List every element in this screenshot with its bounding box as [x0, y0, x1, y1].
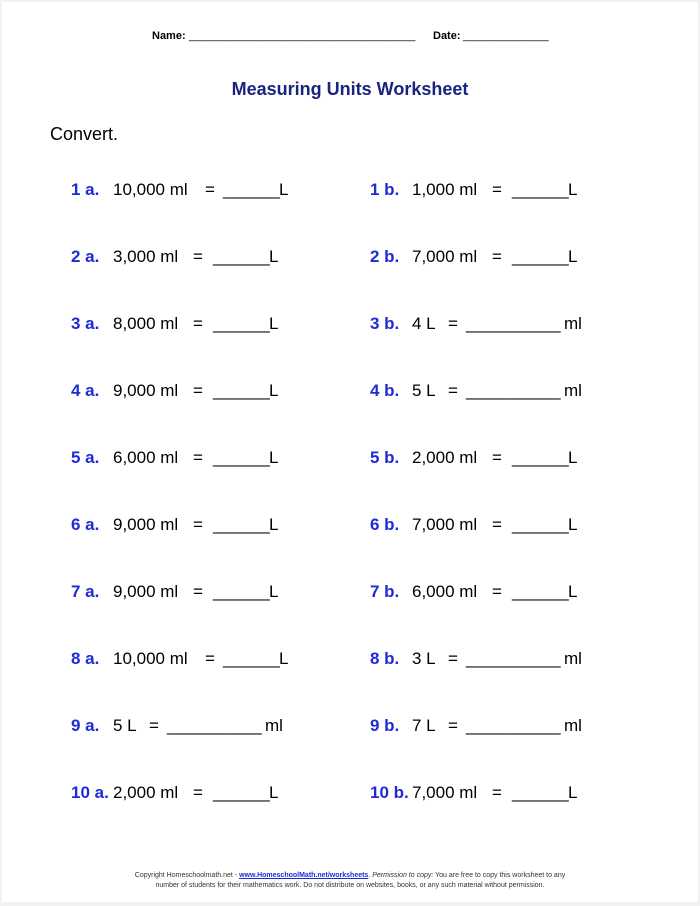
answer-blank[interactable]: __________: [466, 649, 561, 668]
problem-value: 2,000 ml: [412, 448, 478, 467]
date-field: ______________: [463, 30, 549, 42]
equals-sign: =: [193, 448, 203, 467]
footer-line-2: number of students for their mathematics work. Do not distribute on websites, books, or any such material without permission.: [155, 882, 545, 889]
answer-blank[interactable]: ______: [213, 314, 270, 333]
problem-unit: ml: [564, 381, 582, 400]
problem-8b: [2, 649, 698, 673]
answer-blank[interactable]: ______: [213, 515, 270, 534]
answer-blank[interactable]: ______: [223, 649, 280, 668]
equals-sign: =: [193, 314, 203, 333]
problem-value: 9,000 ml: [113, 582, 179, 601]
problem-number: 5 b.: [370, 448, 400, 467]
answer-blank[interactable]: ______: [512, 582, 569, 601]
problem-value: 3,000 ml: [113, 247, 179, 266]
problem-value: 7 L: [412, 716, 436, 735]
problem-value: 10,000 ml: [113, 649, 188, 668]
problem-unit: L: [568, 783, 578, 802]
footer-permission-text: You are free to copy this worksheet to any: [433, 872, 566, 879]
problem-number: 7 b.: [370, 582, 400, 601]
answer-blank[interactable]: ______: [213, 582, 270, 601]
problem-number: 3 b.: [370, 314, 400, 333]
problem-7b: [2, 582, 698, 606]
equals-sign: =: [492, 180, 502, 199]
problem-value: 2,000 ml: [113, 783, 179, 802]
problem-2b: [2, 247, 698, 271]
problem-unit: L: [269, 582, 279, 601]
problem-6b: [2, 515, 698, 539]
footer: [2, 871, 698, 891]
problem-value: 3 L: [412, 649, 436, 668]
equals-sign: =: [448, 314, 458, 333]
problem-value: 10,000 ml: [113, 180, 188, 199]
problem-value: 9,000 ml: [113, 515, 179, 534]
problem-unit: L: [269, 515, 279, 534]
problem-3b: [2, 314, 698, 338]
problem-value: 6,000 ml: [113, 448, 179, 467]
problem-unit: L: [279, 649, 289, 668]
answer-blank[interactable]: __________: [466, 716, 561, 735]
equals-sign: =: [205, 649, 215, 668]
problem-10b: [2, 783, 698, 807]
problem-number: 1 b.: [370, 180, 400, 199]
name-label: Name:: [152, 30, 186, 42]
problem-value: 7,000 ml: [412, 783, 478, 802]
problem-number: 3 a.: [71, 314, 100, 333]
answer-blank[interactable]: ______: [512, 247, 569, 266]
problem-unit: L: [269, 314, 279, 333]
problem-value: 1,000 ml: [412, 180, 478, 199]
answer-blank[interactable]: ______: [512, 783, 569, 802]
problem-unit: ml: [564, 314, 582, 333]
page-title: Measuring Units Worksheet: [231, 79, 469, 99]
equals-sign: =: [448, 716, 458, 735]
problem-value: 5 L: [113, 716, 137, 735]
problem-unit: L: [568, 515, 578, 534]
problem-unit: L: [279, 180, 289, 199]
problem-number: 8 a.: [71, 649, 100, 668]
footer-copyright: Copyright Homeschoolmath.net -: [134, 872, 240, 879]
problem-value: 9,000 ml: [113, 381, 179, 400]
problem-unit: L: [269, 783, 279, 802]
problem-1b: [2, 180, 698, 204]
problem-unit: L: [269, 247, 279, 266]
problem-number: 9 b.: [370, 716, 400, 735]
date-label: Date:: [433, 30, 461, 42]
answer-blank[interactable]: ______: [512, 180, 569, 199]
footer-link[interactable]: www.HomeschoolMath.net/worksheets: [239, 872, 369, 879]
problem-unit: L: [568, 180, 578, 199]
problem-value: 7,000 ml: [412, 515, 478, 534]
equals-sign: =: [149, 716, 159, 735]
problem-number: 4 b.: [370, 381, 400, 400]
problem-4b: [2, 381, 698, 405]
problem-number: 8 b.: [370, 649, 400, 668]
equals-sign: =: [205, 180, 215, 199]
worksheet-page: [2, 2, 698, 902]
problem-value: 6,000 ml: [412, 582, 478, 601]
problem-unit: L: [568, 448, 578, 467]
answer-blank[interactable]: ______: [223, 180, 280, 199]
problem-value: 5 L: [412, 381, 436, 400]
problem-number: 6 b.: [370, 515, 400, 534]
answer-blank[interactable]: ______: [213, 381, 270, 400]
equals-sign: =: [492, 515, 502, 534]
answer-blank[interactable]: ______: [213, 783, 270, 802]
problem-unit: ml: [564, 649, 582, 668]
problem-unit: L: [568, 582, 578, 601]
problem-number: 2 a.: [71, 247, 100, 266]
equals-sign: =: [492, 582, 502, 601]
instruction: Convert.: [50, 124, 119, 144]
problem-number: 9 a.: [71, 716, 100, 735]
problem-value: 4 L: [412, 314, 436, 333]
problem-number: 10 a.: [71, 783, 109, 802]
problem-unit: ml: [564, 716, 582, 735]
name-field: _____________________________________: [189, 30, 416, 42]
answer-blank[interactable]: ______: [512, 515, 569, 534]
equals-sign: =: [448, 649, 458, 668]
problem-number: 5 a.: [71, 448, 100, 467]
problem-number: 4 a.: [71, 381, 100, 400]
equals-sign: =: [492, 448, 502, 467]
problem-9b: [2, 716, 698, 740]
problem-unit: L: [269, 381, 279, 400]
problem-number: 6 a.: [71, 515, 100, 534]
equals-sign: =: [193, 247, 203, 266]
footer-permission-label: . Permission to copy:: [368, 872, 434, 879]
answer-blank[interactable]: __________: [466, 314, 561, 333]
equals-sign: =: [448, 381, 458, 400]
answer-blank[interactable]: ______: [213, 448, 270, 467]
problem-5b: [2, 448, 698, 472]
equals-sign: =: [193, 515, 203, 534]
problem-number: 2 b.: [370, 247, 400, 266]
equals-sign: =: [193, 783, 203, 802]
problem-value: 8,000 ml: [113, 314, 179, 333]
problem-value: 7,000 ml: [412, 247, 478, 266]
footer-line-1: [2, 871, 698, 881]
problem-unit: ml: [265, 716, 283, 735]
equals-sign: =: [193, 582, 203, 601]
answer-blank[interactable]: __________: [466, 381, 561, 400]
answer-blank[interactable]: ______: [213, 247, 270, 266]
equals-sign: =: [193, 381, 203, 400]
problem-number: 10 b.: [370, 783, 409, 802]
answer-blank[interactable]: ______: [512, 448, 569, 467]
answer-blank[interactable]: __________: [167, 716, 262, 735]
problem-number: 7 a.: [71, 582, 100, 601]
equals-sign: =: [492, 247, 502, 266]
problem-unit: L: [568, 247, 578, 266]
problem-number: 1 a.: [71, 180, 100, 199]
equals-sign: =: [492, 783, 502, 802]
problem-unit: L: [269, 448, 279, 467]
